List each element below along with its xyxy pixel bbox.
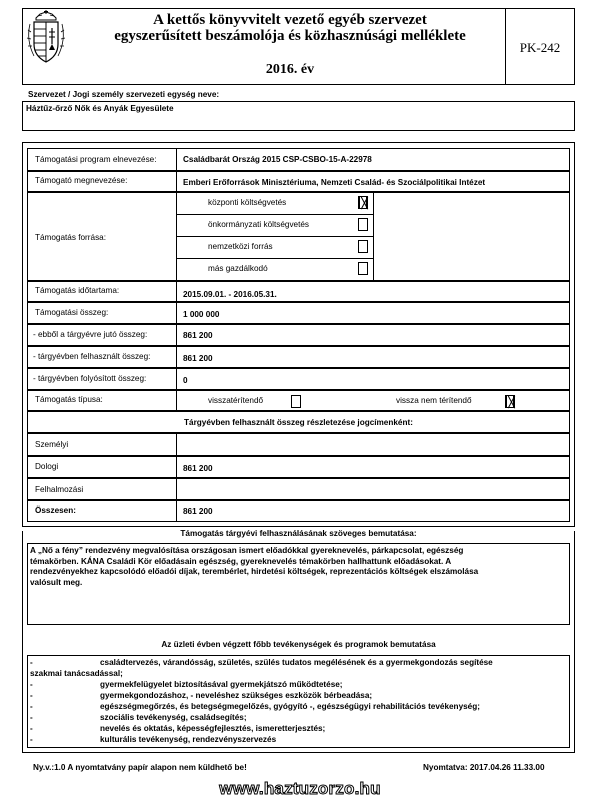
form-year: 2016. év (265, 62, 315, 77)
list-item: - (30, 724, 33, 733)
source-option-label: nemzetközi forrás (208, 242, 273, 251)
list-item: nevelés és oktatás, képességfejlesztés, ismeretterjesztés; (100, 724, 326, 733)
list-item: - (30, 691, 33, 700)
total-value[interactable]: 861 200 (183, 507, 213, 516)
list-item: gyermekgondozáshoz, - neveléshez szükséges eszközök bérbeadása; (100, 691, 373, 700)
footer-print-date: Nyomtatva: 2017.04.26 11.33.00 (423, 763, 545, 772)
detail-row-capital (27, 478, 570, 500)
amount-label: Támogatási összeg: (35, 308, 109, 317)
duration-label: Támogatás időtartama: (35, 286, 120, 295)
total-label: Összesen: (35, 506, 76, 515)
detail-row-personnel (27, 433, 570, 456)
type-refundable-label: visszatérítendő (208, 396, 264, 405)
list-item: szociális tevékenység, családsegítés; (100, 713, 247, 722)
source-checkbox-municipal[interactable] (358, 218, 368, 231)
coat-of-arms-icon (24, 10, 68, 66)
footer-version: Ny.v.:1.0 A nyomtatvány papír alapon nem küldhető be! (33, 763, 247, 772)
type-nonrefundable-label: vissza nem térítendő (396, 396, 472, 405)
source-checkbox-international[interactable] (358, 240, 368, 253)
form-code: PK-242 (519, 40, 561, 55)
list-item: - (30, 735, 33, 744)
duration-value[interactable]: 2015.09.01. - 2016.05.31. (183, 290, 277, 299)
list-item: - (30, 658, 33, 667)
detail-label: Személyi (35, 440, 69, 449)
website-watermark: www.haztuzorzo.hu (219, 779, 381, 798)
source-label: Támogatás forrása: (35, 233, 106, 242)
detail-row-material (27, 456, 570, 478)
source-checkbox-central[interactable] (358, 196, 368, 209)
detail-label: Felhalmozási (35, 485, 84, 494)
year-share-label: - ebből a tárgyévre jutó összeg: (33, 330, 148, 339)
paid-label: - tárgyévben folyósított összeg: (33, 374, 147, 383)
source-option-label: önkormányzati költségvetés (208, 220, 310, 229)
program-value[interactable]: Családbarát Ország 2015 CSP-CSBO-15-A-22978 (183, 155, 372, 164)
list-item: - (30, 680, 33, 689)
type-refundable-checkbox[interactable] (291, 395, 301, 408)
list-item: - (30, 702, 33, 711)
usage-text: A „Nő a fény” rendezvény megvalósítása országosan ismert előadókkal gyereknevelés, párkapcsolat, egészség témakörben. KÁNA Családi Kör előadásain egészség, gyereknevelés témakörben hallhattunk előadásokat. A rendezvényekhez kapcsolódó előadói díjak, terembérlet, hirdetési költségek, reprezentációs költségek elszámolása valósult meg. (30, 546, 479, 587)
activities-heading: Az üzleti évben végzett főbb tevékenységek és programok bemutatása (161, 640, 436, 649)
detail-heading: Tárgyévben felhasznált összeg részletezése jogcímenként: (184, 418, 413, 427)
supporter-value[interactable]: Emberi Erőforrások Minisztériuma, Nemzeti Család- és Szociálpolitikai Intézet (183, 178, 486, 187)
detail-label: Dologi (35, 462, 59, 471)
detail-value[interactable]: 861 200 (183, 464, 213, 473)
org-name-value: Háztűz-őrző Nők és Anyák Egyesülete (26, 104, 174, 113)
amount-value[interactable]: 1 000 000 (183, 310, 220, 319)
amount-row (27, 302, 570, 324)
year-share-value[interactable]: 861 200 (183, 331, 213, 340)
paid-value[interactable]: 0 (183, 376, 188, 385)
usage-heading: Támogatás tárgyévi felhasználásának szöveges bemutatása: (180, 529, 417, 538)
source-checkbox-other-business[interactable] (358, 262, 368, 275)
list-item: családtervezés, várandósság, születés, szülés tudatos megélésének és a gyermekgondozás segítése (100, 658, 493, 667)
list-item: szakmai tanácsadással; (30, 669, 123, 678)
used-value[interactable]: 861 200 (183, 354, 213, 363)
source-option-label: más gazdálkodó (208, 264, 268, 273)
list-item: egészségmegőrzés, és betegségmegelőzés, gyógyító -, egészségügyi rehabilitációs tevékenység; (100, 702, 480, 711)
list-item: kulturális tevékenység, rendezvényszervezés (100, 735, 277, 744)
org-name-label: Szervezet / Jogi személy szervezeti egység neve: (28, 90, 220, 99)
type-nonrefundable-checkbox[interactable] (505, 395, 515, 408)
program-label: Támogatási program elnevezése: (35, 155, 157, 164)
type-label: Támogatás típusa: (35, 395, 103, 404)
list-item: - (30, 713, 33, 722)
form-title: A kettős könyvvitelt vezető egyéb szervezet egyszerűsített beszámolója és közhasznúsági melléklete (114, 12, 466, 44)
used-label: - tárgyévben felhasznált összeg: (33, 352, 151, 361)
detail-row-total (27, 500, 570, 522)
supporter-label: Támogató megnevezése: (35, 176, 128, 185)
list-item: gyermekfelügyelet biztosításával gyermekjátszó működtetése; (100, 680, 343, 689)
source-option-label: központi költségvetés (208, 198, 287, 207)
